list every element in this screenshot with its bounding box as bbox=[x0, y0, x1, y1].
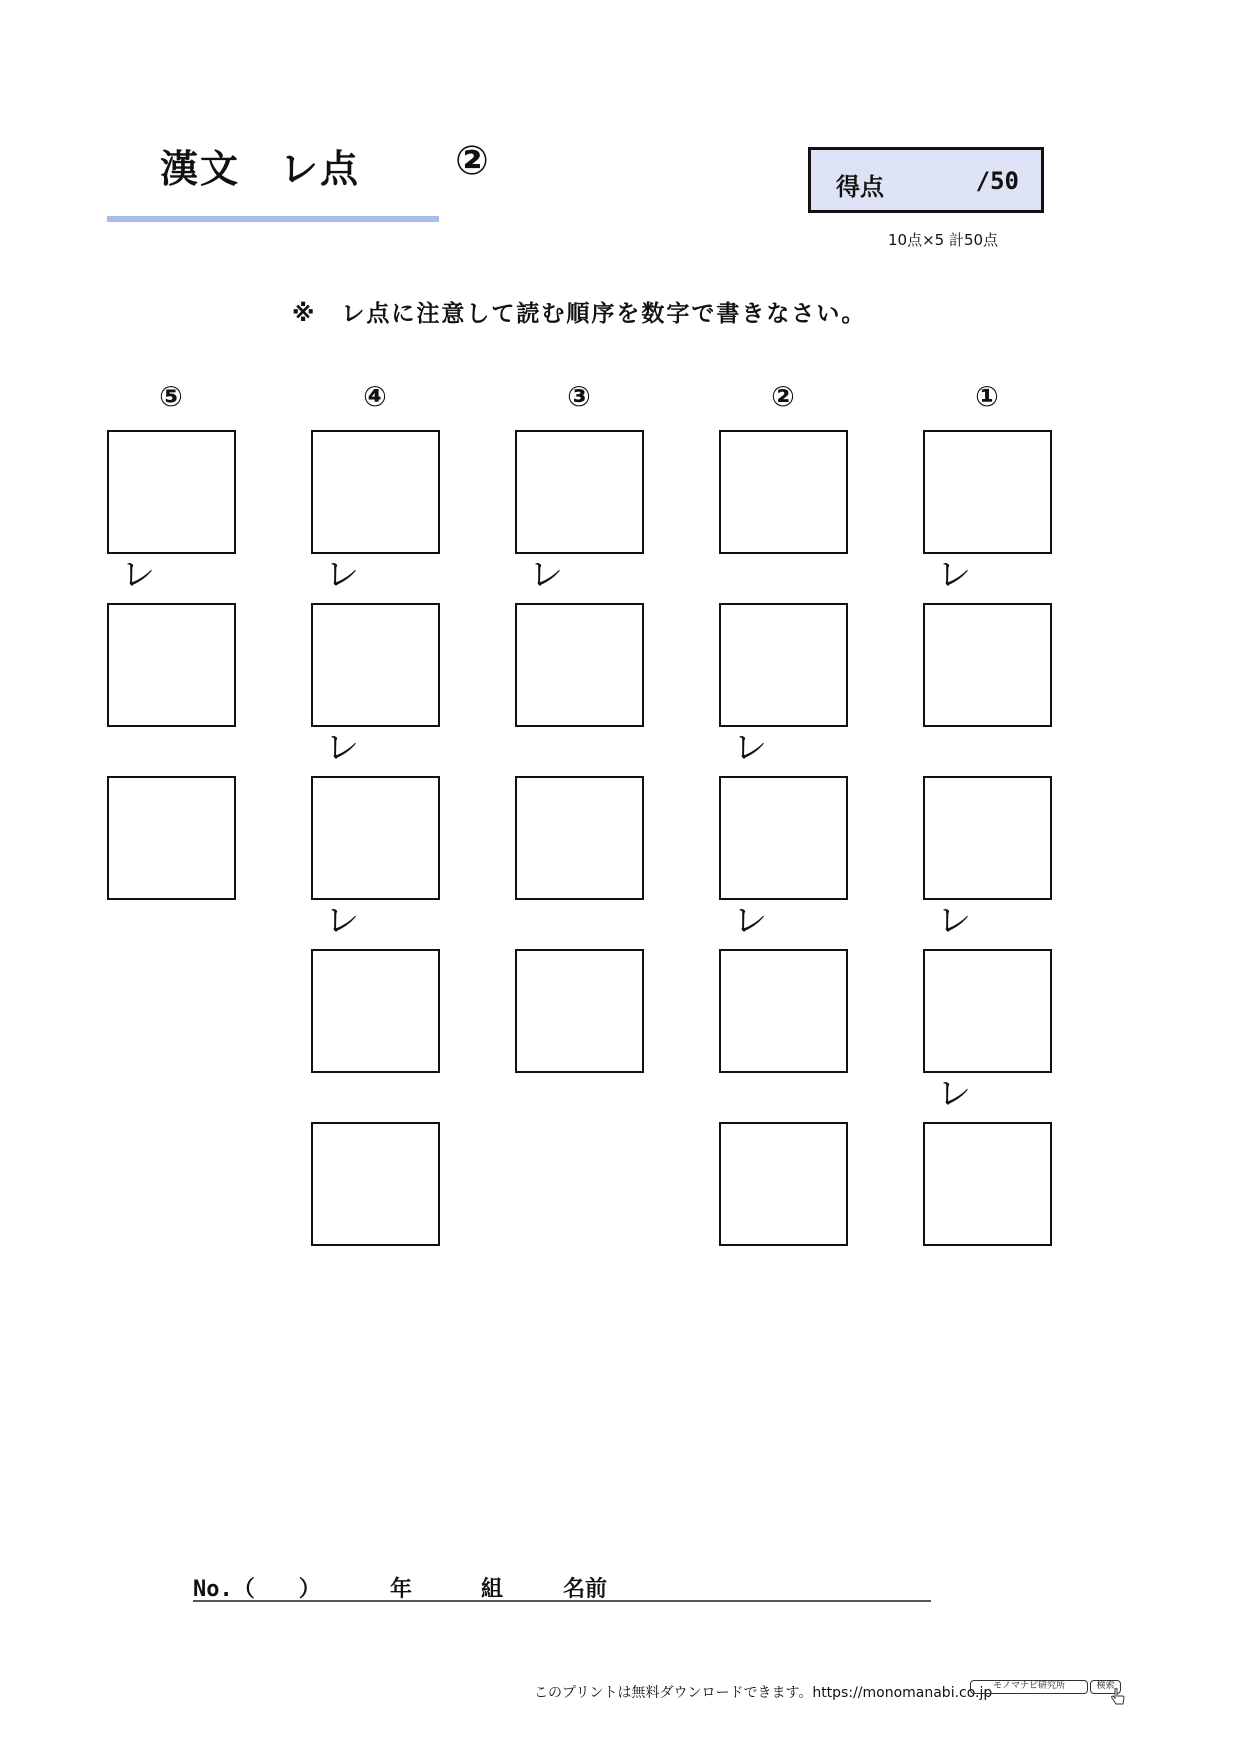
question-number: ② bbox=[771, 380, 795, 413]
score-label: 得点 bbox=[836, 173, 884, 201]
re-mark: レ bbox=[325, 555, 359, 595]
instruction-text: ※ レ点に注意して読む順序を数字で書きなさい。 bbox=[292, 301, 867, 327]
answer-box[interactable] bbox=[311, 1122, 440, 1246]
worksheet-title: 漢文 レ点 bbox=[160, 147, 361, 191]
year-label: 年 bbox=[390, 1577, 413, 1602]
answer-box[interactable] bbox=[515, 603, 644, 727]
re-mark: レ bbox=[937, 1074, 971, 1114]
re-mark: レ bbox=[733, 728, 767, 768]
question-number: ③ bbox=[567, 380, 591, 413]
answer-box[interactable] bbox=[923, 603, 1052, 727]
question-number: ④ bbox=[363, 380, 387, 413]
answer-box[interactable] bbox=[923, 430, 1052, 554]
class-label: 組 bbox=[481, 1577, 504, 1602]
re-mark: レ bbox=[121, 555, 155, 595]
name-line bbox=[193, 1572, 931, 1602]
answer-box[interactable] bbox=[719, 430, 848, 554]
answer-box[interactable] bbox=[923, 776, 1052, 900]
re-mark: レ bbox=[937, 555, 971, 595]
re-mark: レ bbox=[937, 901, 971, 941]
answer-box[interactable] bbox=[923, 1122, 1052, 1246]
re-mark: レ bbox=[325, 901, 359, 941]
worksheet-number: ② bbox=[455, 138, 489, 184]
site-logo-box: モノマナビ研究所 bbox=[970, 1680, 1088, 1694]
hand-cursor-icon bbox=[1110, 1688, 1126, 1706]
answer-box[interactable] bbox=[311, 776, 440, 900]
answer-box[interactable] bbox=[515, 430, 644, 554]
footer-text: このプリントは無料ダウンロードできます。https://monomanabi.co.jp bbox=[534, 1685, 993, 1701]
score-box bbox=[808, 147, 1044, 213]
question-number: ① bbox=[975, 380, 999, 413]
answer-box[interactable] bbox=[311, 949, 440, 1073]
answer-box[interactable] bbox=[923, 949, 1052, 1073]
name-label: 名前 bbox=[563, 1577, 608, 1602]
answer-box[interactable] bbox=[311, 430, 440, 554]
title-underline bbox=[107, 216, 439, 222]
re-mark: レ bbox=[733, 901, 767, 941]
question-number: ⑤ bbox=[159, 380, 183, 413]
answer-box[interactable] bbox=[719, 776, 848, 900]
score-note: 10点×5 計50点 bbox=[888, 231, 999, 249]
search-button: 検索 bbox=[1090, 1680, 1121, 1694]
answer-box[interactable] bbox=[719, 603, 848, 727]
re-mark: レ bbox=[529, 555, 563, 595]
answer-box[interactable] bbox=[719, 949, 848, 1073]
re-mark: レ bbox=[325, 728, 359, 768]
answer-box[interactable] bbox=[515, 776, 644, 900]
answer-box[interactable] bbox=[719, 1122, 848, 1246]
answer-box[interactable] bbox=[515, 949, 644, 1073]
answer-box[interactable] bbox=[107, 603, 236, 727]
student-number-label: No.（ ） bbox=[193, 1577, 321, 1602]
score-total: /50 bbox=[975, 167, 1019, 195]
answer-box[interactable] bbox=[107, 430, 236, 554]
answer-box[interactable] bbox=[311, 603, 440, 727]
answer-box[interactable] bbox=[107, 776, 236, 900]
